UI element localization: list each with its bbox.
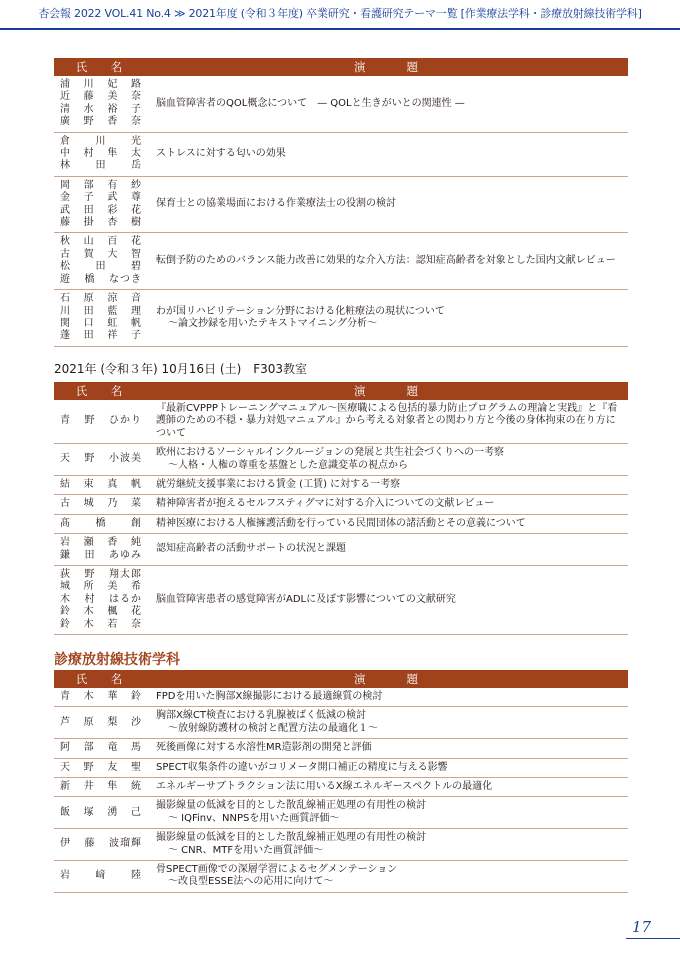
author-name: 鈴 木 楓 花 [60, 606, 142, 618]
author-name: 金 子 武 尊 [60, 192, 142, 204]
column-header-name: 氏 名 [54, 382, 150, 400]
topic-title: 撮影線量の低減を目的とした散乱線補正処理の有用性の検討 [156, 832, 426, 844]
author-name: 岩 﨑 陸 [60, 870, 142, 882]
author-name: 古 城 乃 菜 [60, 498, 142, 510]
author-name: 関 口 虹 帆 [60, 317, 142, 329]
table-row [54, 739, 628, 758]
topic-cell [150, 758, 628, 777]
author-name: 結 束 真 帆 [60, 479, 142, 491]
author-name: 遊 橋 なつき [60, 273, 142, 285]
author-name: 松 田 碧 [60, 261, 142, 273]
topic-title: SPECT収集条件の違いがコリメータ開口補正の精度に与える影響 [156, 761, 448, 773]
table-row [54, 476, 628, 495]
topic-cell [150, 400, 628, 444]
authors-cell [54, 797, 150, 829]
topic-cell [150, 829, 628, 861]
author-name: 岡 部 有 紗 [60, 179, 142, 191]
topic-cell [150, 233, 628, 290]
topic-cell [150, 861, 628, 893]
table-row [54, 495, 628, 514]
table-row [54, 534, 628, 566]
topic-title: わが国リハビリテーション分野における化粧療法の現状について [156, 305, 445, 317]
topic-title: 欧州におけるソーシャルインクルージョンの発展と共生社会づくりへの一考察 [156, 447, 504, 459]
author-name: 廣 野 香 奈 [60, 116, 142, 128]
theme-table-session [54, 382, 628, 635]
authors-cell [54, 688, 150, 707]
topic-cell [150, 444, 628, 476]
table-row [54, 797, 628, 829]
page-header: 杏会報 2022 VOL.41 No.4 ≫ 2021年度 (令和３年度) 卒業研究・看護研究テーマ一覧 [作業療法学科・診療放射線技術学科] [38, 7, 642, 20]
topic-title: 精神障害者が抱えるセルフスティグマに対する介入についての文献レビュー [156, 498, 495, 510]
topic-title: 就労継続支援事業における賃金 (工賃) に対する一考察 [156, 479, 401, 491]
author-name: 武 田 彩 花 [60, 204, 142, 216]
authors-cell [54, 739, 150, 758]
topic-subtitle: 〜 IQFinv、NNPSを用いた画質評価〜 [168, 812, 340, 824]
author-name: 飯 塚 湧 己 [60, 806, 142, 818]
authors-cell [54, 861, 150, 893]
author-name: 石 原 涼 音 [60, 293, 142, 305]
authors-cell [54, 233, 150, 290]
topic-subtitle: 〜放射線防護材の検討と配置方法の最適化１〜 [168, 722, 378, 734]
topic-subtitle: 〜論文抄録を用いたテキストマイニング分析〜 [168, 317, 377, 329]
author-name: 林 田 岳 [60, 160, 142, 172]
page-number: 17 [632, 918, 652, 936]
author-name: 天 野 小波美 [60, 453, 142, 465]
table-row [54, 76, 628, 132]
authors-cell [54, 476, 150, 495]
topic-title: 死後画像に対する水溶性MR造影剤の開発と評価 [156, 742, 372, 754]
table-row [54, 688, 628, 707]
author-name: 川 田 藍 理 [60, 305, 142, 317]
table-row [54, 566, 628, 635]
page-number-rule [626, 938, 680, 939]
table-row [54, 290, 628, 347]
authors-cell [54, 400, 150, 444]
authors-cell [54, 444, 150, 476]
topic-cell [150, 566, 628, 635]
author-name: 阿 部 竜 馬 [60, 742, 142, 754]
authors-cell [54, 778, 150, 797]
authors-cell [54, 534, 150, 566]
author-name: 蓬 田 祥 子 [60, 330, 142, 342]
topic-title: 脳血管障害者のQOL概念について — QOLと生きがいとの関連性 — [156, 97, 465, 109]
topic-cell [150, 176, 628, 233]
table-row [54, 758, 628, 777]
topic-cell [150, 495, 628, 514]
topic-cell [150, 778, 628, 797]
author-name: 新 井 隼 統 [60, 781, 142, 793]
author-name: 城 所 美 希 [60, 581, 142, 593]
table-row [54, 514, 628, 533]
topic-cell [150, 132, 628, 176]
table-row [54, 444, 628, 476]
topic-cell [150, 707, 628, 739]
topic-subtitle: 〜改良型ESSE法への応用に向けて〜 [168, 876, 334, 888]
topic-title: 撮影線量の低減を目的とした散乱線補正処理の有用性の検討 [156, 800, 426, 812]
authors-cell [54, 758, 150, 777]
author-name: 近 藤 美 奈 [60, 91, 142, 103]
topic-subtitle: 〜 CNR、MTFを用いた画質評価〜 [168, 844, 324, 856]
author-name: 鈴 木 若 奈 [60, 618, 142, 630]
topic-cell [150, 476, 628, 495]
author-name: 藤 掛 杏 樹 [60, 217, 142, 229]
topic-title: 『最新CVPPPトレーニングマニュアル〜医療職による包括的暴力防止プログラムの理論と実践』と『看護師のための不穏・暴力対処マニュアル』から考える対象者との関わり方と今後の身体拘束の在り方について [156, 403, 618, 439]
author-name: 清 水 裕 子 [60, 103, 142, 115]
topic-title: 胸部X線CT検査における乳腺被ばく低減の検討 [156, 710, 366, 722]
authors-cell [54, 290, 150, 347]
table-row [54, 707, 628, 739]
topic-cell [150, 514, 628, 533]
topic-title: 脳血管障害患者の感覚障害がADLに及ぼす影響についての文献研究 [156, 593, 456, 605]
author-name: 中 村 隼 太 [60, 148, 142, 160]
author-name: 青 木 華 鈴 [60, 691, 142, 702]
author-name: 鎌 田 あゆみ [60, 549, 142, 561]
session-date: 2021年 (令和３年) 10月16日 (土) F303教室 [54, 362, 308, 376]
table-row [54, 176, 628, 233]
column-header-topic: 演 題 [150, 382, 628, 400]
topic-title: 精神医療における人権擁護活動を行っている民間団体の諸活動とその意義について [156, 517, 526, 529]
authors-cell [54, 495, 150, 514]
table-row [54, 861, 628, 893]
author-name: 髙 橋 創 [60, 517, 142, 529]
author-name: 古 賀 大 智 [60, 248, 142, 260]
author-name: 荻 野 翔太郎 [60, 569, 142, 581]
table-row [54, 233, 628, 290]
author-name: 天 野 友 聖 [60, 761, 142, 773]
author-name: 青 野 ひかり [60, 415, 142, 427]
table-row [54, 829, 628, 861]
topic-cell [150, 534, 628, 566]
table-row [54, 400, 628, 444]
table-row [54, 132, 628, 176]
authors-cell [54, 132, 150, 176]
theme-table-occupational [54, 58, 628, 347]
column-header-name: 氏 名 [54, 670, 150, 688]
author-name: 浦 川 妃 路 [60, 79, 142, 90]
header-rule [0, 28, 680, 30]
topic-subtitle: 〜人格・人権の尊重を基盤とした意識変革の視点から [168, 459, 408, 471]
authors-cell [54, 76, 150, 132]
topic-cell [150, 797, 628, 829]
topic-cell [150, 688, 628, 707]
topic-title: エネルギーサブトラクション法に用いるX線エネルギースペクトルの最適化 [156, 781, 493, 793]
column-header-topic: 演 題 [150, 58, 628, 76]
topic-title: ストレスに対する匂いの効果 [156, 148, 286, 160]
authors-cell [54, 566, 150, 635]
topic-title: 認知症高齢者の活動サポートの状況と課題 [156, 543, 346, 555]
author-name: 伊 藤 波瑠輝 [60, 838, 142, 850]
column-header-name: 氏 名 [54, 58, 150, 76]
author-name: 木 村 はるか [60, 593, 142, 605]
author-name: 倉 川 光 [60, 135, 142, 147]
topic-cell [150, 76, 628, 132]
authors-cell [54, 829, 150, 861]
topic-title: FPDを用いた胸部X線撮影における最適線質の検討 [156, 691, 383, 702]
theme-table-radiology [54, 670, 628, 893]
authors-cell [54, 514, 150, 533]
authors-cell [54, 707, 150, 739]
author-name: 岩 瀬 香 純 [60, 537, 142, 549]
topic-title: 保育士との協業場面における作業療法士の役割の検討 [156, 198, 396, 210]
topic-title: 骨SPECT画像での深層学習によるセグメンテーション [156, 864, 398, 876]
column-header-topic: 演 題 [150, 670, 628, 688]
department-title: 診療放射線技術学科 [54, 652, 180, 668]
topic-cell [150, 739, 628, 758]
table-row [54, 778, 628, 797]
topic-cell [150, 290, 628, 347]
author-name: 秋 山 百 花 [60, 236, 142, 248]
authors-cell [54, 176, 150, 233]
topic-title: 転倒予防のためのバランス能力改善に効果的な介入方法：認知症高齢者を対象とした国内文献レビュー [156, 255, 616, 267]
author-name: 芦 原 梨 沙 [60, 716, 142, 728]
